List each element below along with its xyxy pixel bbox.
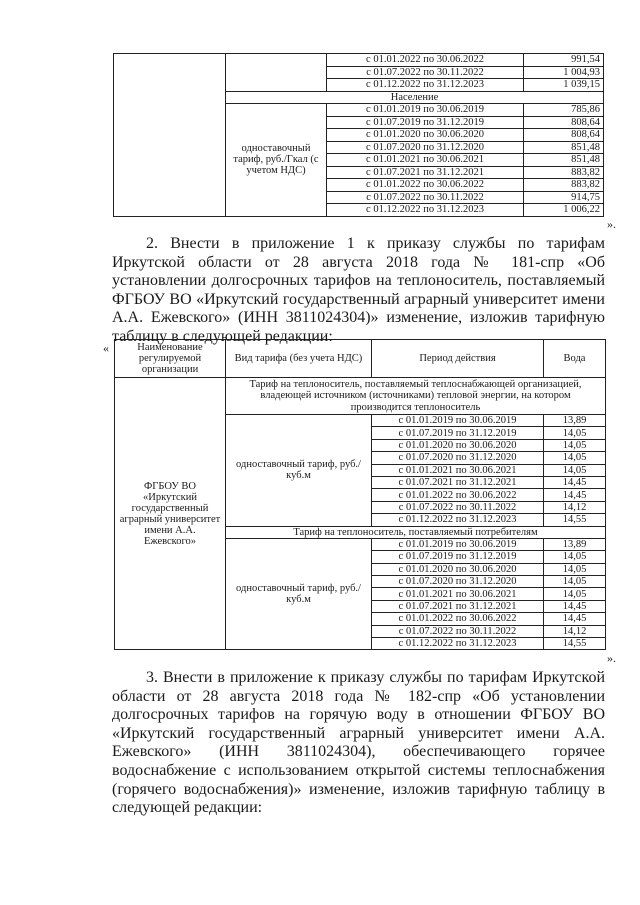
tariff-type-cell: одноставочный тариф, руб./куб.м [226,538,372,650]
value-cell: 14,05 [544,588,606,600]
period-cell: с 01.07.2020 по 31.12.2020 [327,141,524,154]
value-cell: 14,55 [544,514,606,526]
value-cell: 14,45 [544,600,606,612]
value-cell: 13,89 [544,415,606,427]
period-cell: с 01.07.2022 по 30.11.2022 [327,66,524,79]
value-cell: 14,45 [544,613,606,625]
value-cell: 14,05 [544,464,606,476]
tariff-table-coolant-body [115,340,606,650]
period-cell: с 01.07.2020 по 31.12.2020 [372,576,544,588]
period-cell: с 01.07.2019 по 31.12.2019 [372,551,544,563]
org-cell-empty [114,54,226,217]
value-cell: 14,55 [544,638,606,650]
period-cell: с 01.01.2022 по 30.06.2022 [327,54,524,67]
header-type: Вид тарифа (без учета НДС) [226,340,372,378]
period-cell: с 01.12.2022 по 31.12.2023 [372,514,544,526]
period-cell: с 01.07.2021 по 31.12.2021 [327,166,524,179]
period-cell: с 01.12.2022 по 31.12.2023 [327,79,524,92]
value-cell: 851,48 [524,141,604,154]
period-cell: с 01.07.2021 по 31.12.2021 [372,600,544,612]
value-cell: 883,82 [524,166,604,179]
period-cell: с 01.01.2022 по 30.06.2022 [372,489,544,501]
value-cell: 808,64 [524,116,604,129]
tariff-table-heat-body [114,54,604,217]
value-cell: 14,45 [544,476,606,488]
period-cell: с 01.12.2022 по 31.12.2023 [327,204,524,217]
period-cell: с 01.07.2021 по 31.12.2021 [372,476,544,488]
table-row [114,54,604,67]
period-cell: с 01.07.2019 по 31.12.2019 [327,116,524,129]
section-1: Тариф на теплоноситель, поставляемый теплоснабжающей организацией, владеющей источником (источниками) тепловой энергии, на котором производится теплоноситель [226,378,606,415]
value-cell: 14,12 [544,501,606,513]
value-cell: 883,82 [524,179,604,192]
period-cell: с 01.01.2020 по 30.06.2020 [372,563,544,575]
period-cell: с 01.01.2022 по 30.06.2022 [372,613,544,625]
section-population: Население [226,91,604,104]
tariff-table-heat [113,53,604,217]
value-cell: 13,89 [544,538,606,550]
value-cell: 14,05 [544,551,606,563]
paragraph-2-text: 2. Внести в приложение 1 к приказу службы по тарифам Иркутской области от 28 августа 2018 года № 181-спр «Об установлении долгосрочных тарифов на теплоноситель, поставляемый ФГБОУ ВО «Иркутский государственный аграрный университет имени А.А. Ежевского» (ИНН 3811024304)» изменение, изложив тарифную таблицу в следующей редакции: [112,235,605,345]
paragraph-3-text: 3. Внести в приложение к приказу службы по тарифам Иркутской области от 28 августа 2018 года № 182-спр «Об установлении долгосрочных тарифов на горячую воду в отношении ФГБОУ ВО «Иркутский государственный аграрный университет имени А.А. Ежевского» (ИНН 3811024304), обеспечивающего горячее водоснабжение с использованием открытой системы теплоснабжения (горячего водоснабжения)» изменение, изложив тарифную таблицу в следующей редакции: [112,669,605,817]
header-period: Период действия [372,340,544,378]
table2-close-mark: ». [607,651,616,665]
period-cell: с 01.01.2020 по 30.06.2020 [327,129,524,142]
period-cell: с 01.12.2022 по 31.12.2023 [372,638,544,650]
section-2: Тариф на теплоноситель, поставляемый потребителям [226,526,606,538]
value-cell: 914,75 [524,191,604,204]
tariff-type-cell: одноставочный тариф, руб./Гкал (с учетом НДС) [226,104,327,217]
period-cell: с 01.01.2019 по 30.06.2019 [372,415,544,427]
period-cell: с 01.07.2020 по 31.12.2020 [372,452,544,464]
value-cell: 851,48 [524,154,604,167]
value-cell: 808,64 [524,129,604,142]
header-org: Наименование регулируемой организации [115,340,226,378]
value-cell: 785,86 [524,104,604,117]
value-cell: 14,05 [544,427,606,439]
value-cell: 14,05 [544,563,606,575]
header-water: Вода [544,340,606,378]
tariff-table-coolant [114,339,606,650]
paragraph-3 [112,669,605,818]
section-row [115,378,606,415]
org-name-cell: ФГБОУ ВО «Иркутский государственный аграрный университет имени А.А. Ежевского» [115,378,226,650]
value-cell: 991,54 [524,54,604,67]
type-cell-empty [226,54,327,92]
period-cell: с 01.07.2019 по 31.12.2019 [372,427,544,439]
value-cell: 14,45 [544,489,606,501]
paragraph-2 [112,235,605,347]
period-cell: с 01.07.2022 по 30.11.2022 [327,191,524,204]
period-cell: с 01.01.2021 по 30.06.2021 [327,154,524,167]
period-cell: с 01.07.2022 по 30.11.2022 [372,501,544,513]
value-cell: 1 006,22 [524,204,604,217]
header-row [115,340,606,378]
period-cell: с 01.01.2021 по 30.06.2021 [372,464,544,476]
period-cell: с 01.01.2022 по 30.06.2022 [327,179,524,192]
value-cell: 14,05 [544,576,606,588]
table1-close-mark: ». [607,217,616,231]
value-cell: 14,05 [544,452,606,464]
value-cell: 14,12 [544,625,606,637]
value-cell: 1 039,15 [524,79,604,92]
period-cell: с 01.01.2020 по 30.06.2020 [372,439,544,451]
period-cell: с 01.01.2021 по 30.06.2021 [372,588,544,600]
table2-open-mark: « [103,341,109,355]
period-cell: с 01.01.2019 по 30.06.2019 [327,104,524,117]
value-cell: 14,05 [544,439,606,451]
period-cell: с 01.07.2022 по 30.11.2022 [372,625,544,637]
tariff-type-cell: одноставочный тариф, руб./куб.м [226,415,372,527]
value-cell: 1 004,93 [524,66,604,79]
period-cell: с 01.01.2019 по 30.06.2019 [372,538,544,550]
